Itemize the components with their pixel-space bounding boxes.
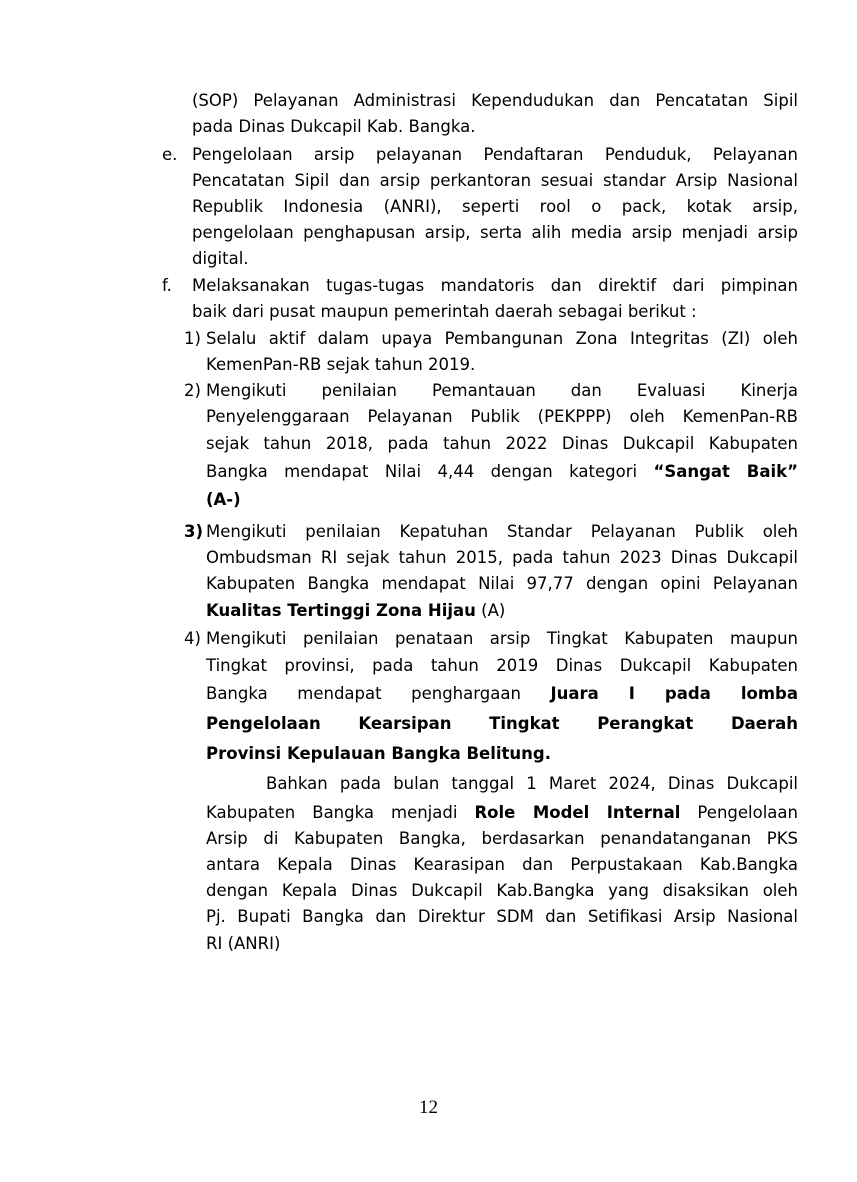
juara-highlight: Juara I pada lomba: [550, 684, 798, 703]
para-line-6: Pj. Bupati Bangka dan Direktur SDM dan Setifikasi Arsip Nasional: [206, 907, 798, 926]
item-f-line-2: baik dari pusat maupun pemerintah daerah sebagai berikut :: [192, 302, 697, 321]
sub-1-line-1: Selalu aktif dalam upaya Pembangunan Zona Integritas (ZI) oleh: [206, 329, 798, 348]
para-line-4: antara Kepala Dinas Kearasipan dan Perpustakaan Kab.Bangka: [206, 855, 798, 874]
sub-1-line-2: KemenPan-RB sejak tahun 2019.: [206, 355, 476, 374]
sub-2-marker: 2): [184, 381, 201, 400]
sub-2-grade: (A-): [206, 490, 241, 509]
sop-line-2: pada Dinas Dukcapil Kab. Bangka.: [192, 117, 476, 136]
item-e-marker: e.: [162, 145, 178, 164]
sub-2-line-3: sejak tahun 2018, pada tahun 2022 Dinas Dukcapil Kabupaten: [206, 434, 798, 453]
sub-2-line-4-text: Bangka mendapat Nilai 4,44 dengan kategori: [206, 462, 654, 481]
item-e-line-1: Pengelolaan arsip pelayanan Pendaftaran Penduduk, Pelayanan: [192, 145, 798, 164]
item-e-line-3: Republik Indonesia (ANRI), seperti rool o pack, kotak arsip,: [192, 197, 798, 216]
item-f-line-1: Melaksanakan tugas-tugas mandatoris dan direktif dari pimpinan: [192, 276, 798, 295]
sub-4-line-2: Tingkat provinsi, pada tahun 2019 Dinas Dukcapil Kabupaten: [206, 656, 798, 675]
para-line-5: dengan Kepala Dinas Dukcapil Kab.Bangka yang disaksikan oleh: [206, 881, 798, 900]
sangat-baik-highlight: “Sangat Baik”: [653, 462, 798, 481]
sub-3-line-3: Kabupaten Bangka mendapat Nilai 97,77 dengan opini Pelayanan: [206, 574, 798, 593]
role-model-highlight: Role Model Internal: [474, 803, 681, 822]
sub-3-line-4: [206, 598, 798, 625]
item-f-marker: f.: [162, 276, 172, 295]
sub-4-line-3-text: Bangka mendapat penghargaan: [206, 684, 551, 703]
para-line-2-tail: Pengelolaan: [680, 803, 798, 822]
para-line-2-text: Kabupaten Bangka menjadi: [206, 803, 475, 822]
sop-line-1: (SOP) Pelayanan Administrasi Kependudukan dan Pencatatan Sipil: [192, 91, 798, 110]
sub-4-line-3: [206, 681, 798, 708]
page-number: 12: [419, 1097, 438, 1118]
item-e-line-5: digital.: [192, 249, 249, 268]
item-e-line-2: Pencatatan Sipil dan arsip perkantoran sesuai standar Arsip Nasional: [192, 171, 798, 190]
item-e-line-4: pengelolaan penghapusan arsip, serta alih media arsip menjadi arsip: [192, 223, 798, 242]
sub-3-grade: (A): [475, 601, 506, 620]
para-line-7: RI (ANRI): [206, 934, 281, 953]
sub-4-marker: 4): [184, 629, 201, 648]
sub-2-line-1: Mengikuti penilaian Pemantauan dan Evaluasi Kinerja: [206, 381, 798, 400]
sub-3-line-2: Ombudsman RI sejak tahun 2015, pada tahun 2023 Dinas Dukcapil: [206, 548, 798, 567]
para-line-1: Bahkan pada bulan tanggal 1 Maret 2024, Dinas Dukcapil: [266, 774, 798, 793]
sub-2-line-2: Penyelenggaraan Pelayanan Publik (PEKPPP) oleh KemenPan-RB: [206, 407, 798, 426]
sub-3-marker: 3): [184, 522, 204, 541]
sub-1-marker: 1): [184, 329, 201, 348]
sub-4-line-4: Pengelolaan Kearsipan Tingkat Perangkat Daerah: [206, 714, 798, 733]
sub-3-line-1: Mengikuti penilaian Kepatuhan Standar Pelayanan Publik oleh: [206, 522, 798, 541]
sub-2-line-4: [206, 459, 798, 486]
sub-4-line-1: Mengikuti penilaian penataan arsip Tingkat Kabupaten maupun: [206, 629, 798, 648]
zona-hijau-highlight: Kualitas Tertinggi Zona Hijau: [206, 601, 476, 620]
para-line-3: Arsip di Kabupaten Bangka, berdasarkan penandatanganan PKS: [206, 829, 798, 848]
sub-4-line-5: Provinsi Kepulauan Bangka Belitung.: [206, 744, 552, 763]
para-line-2: [206, 800, 798, 827]
